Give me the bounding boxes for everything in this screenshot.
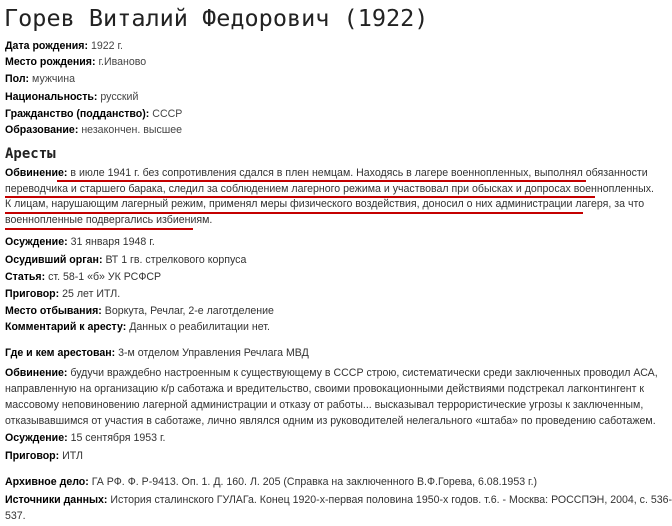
field-label: Осудивший орган: xyxy=(5,254,103,266)
field-value: ИТЛ xyxy=(62,450,83,462)
arrest1-article xyxy=(5,271,161,284)
field-value: 15 сентября 1953 г. xyxy=(70,432,166,444)
field-label: Осуждение: xyxy=(5,236,68,248)
field-education xyxy=(5,124,182,137)
field-label: Статья: xyxy=(5,271,46,283)
highlight-underline xyxy=(5,212,583,214)
field-nationality xyxy=(5,91,138,104)
arrest1-comment xyxy=(5,321,270,334)
field-label: Гражданство (подданство): xyxy=(5,108,150,120)
field-value: 25 лет ИТЛ. xyxy=(62,288,121,300)
archive-record xyxy=(5,476,537,489)
arrest2-sentence xyxy=(5,450,83,463)
field-birth-place xyxy=(5,56,146,69)
charge-label: Обвинение: xyxy=(5,367,68,379)
charge-text-line: К лицам, нарушающим лагерный режим, применял меры физического воздействия, доносил о них администрации лагеря, за что xyxy=(5,198,645,210)
field-value: мужчина xyxy=(32,73,76,85)
field-value: г.Иваново xyxy=(98,56,147,68)
arrest2-charge xyxy=(5,365,658,429)
field-label: Дата рождения: xyxy=(5,40,89,52)
field-label: Приговор: xyxy=(5,450,60,462)
charge-text-line: военнопленные подвергались избиениям. xyxy=(5,213,213,226)
charge-text-line: переводчика и старшего барака, следил за соблюдением лагерного режима и участвовал при обысках и допросах военнопленных. xyxy=(5,182,655,195)
sources-text-line: 537. xyxy=(5,510,26,522)
charge-label: Обвинение: xyxy=(5,167,68,179)
arrest1-conviction xyxy=(5,236,155,249)
field-label: Пол: xyxy=(5,73,30,85)
field-sex xyxy=(5,73,75,86)
page-title: Горев Виталий Федорович (1922) xyxy=(4,4,429,32)
field-value: русский xyxy=(100,91,139,103)
field-value: 31 января 1948 г. xyxy=(70,236,155,248)
arrest1-place xyxy=(5,305,274,318)
field-label: Комментарий к аресту: xyxy=(5,321,127,333)
field-value: ГА РФ. Ф. Р-9413. Оп. 1. Д. 160. Л. 205 (Справка на заключенного В.Ф.Горева, 6.08.1953 г.) xyxy=(91,476,538,488)
field-label: Где и кем арестован: xyxy=(5,347,116,359)
highlight-underline xyxy=(5,196,595,198)
field-value: Данных о реабилитации нет. xyxy=(129,321,270,333)
field-label: Место отбывания: xyxy=(5,305,102,317)
highlight-underline xyxy=(57,180,586,182)
charge-text-line: массовому неповиновению лагерной администрации и отказу от работы... высказывал террористические угрозы к заключенным, xyxy=(5,399,644,411)
charge-text-line: направленную на организацию к/р саботажа и вредительство, своими провокационными действиями подстрекал лагконтингент к xyxy=(5,383,645,395)
highlight-underline xyxy=(5,228,193,230)
field-label: Приговор: xyxy=(5,288,60,300)
sources-text-line: История сталинского ГУЛАГа. Конец 1920-х-первая половина 1950-х годов. т.6. - Москва: РОССПЭН, 2004, с. 536- xyxy=(110,494,672,506)
charge-text-line: будучи враждебно настроенным к существующему в СССР строю, систематически среди заключенных проводил АСА, xyxy=(70,367,658,379)
field-birth-date xyxy=(5,40,123,53)
field-value: ст. 58-1 «б» УК РСФСР xyxy=(48,271,162,283)
arrest1-sentence xyxy=(5,288,120,301)
arrest2-conviction xyxy=(5,432,165,445)
field-label: Национальность: xyxy=(5,91,98,103)
field-citizenship xyxy=(5,108,182,121)
field-label: Источники данных: xyxy=(5,494,108,506)
field-label: Осуждение: xyxy=(5,432,68,444)
field-value: ВТ 1 гв. стрелкового корпуса xyxy=(105,254,247,266)
field-value: 3-м отделом Управления Речлага МВД xyxy=(118,347,309,359)
charge-text-line: в июле 1941 г. без сопротивления сдался в плен немцам. Находясь в лагере военнопленных, выполнял обязанности xyxy=(70,167,648,179)
charge-text-line: отказывавшимся от участия в саботаже, лично являлся одним из руководителей нелегального «штаба» по проведению саботажем. xyxy=(5,415,656,427)
data-sources xyxy=(5,492,672,524)
field-label: Архивное дело: xyxy=(5,476,89,488)
field-value: незакончен. высшее xyxy=(81,124,183,136)
arrest2-where xyxy=(5,347,309,360)
arrest1-court xyxy=(5,254,246,267)
field-value: Воркута, Речлаг, 2-е лаготделение xyxy=(104,305,274,317)
field-value: 1922 г. xyxy=(90,40,123,52)
field-label: Образование: xyxy=(5,124,79,136)
section-heading-arrests: Аресты xyxy=(5,146,56,162)
field-value: СССР xyxy=(152,108,183,120)
field-label: Место рождения: xyxy=(5,56,96,68)
